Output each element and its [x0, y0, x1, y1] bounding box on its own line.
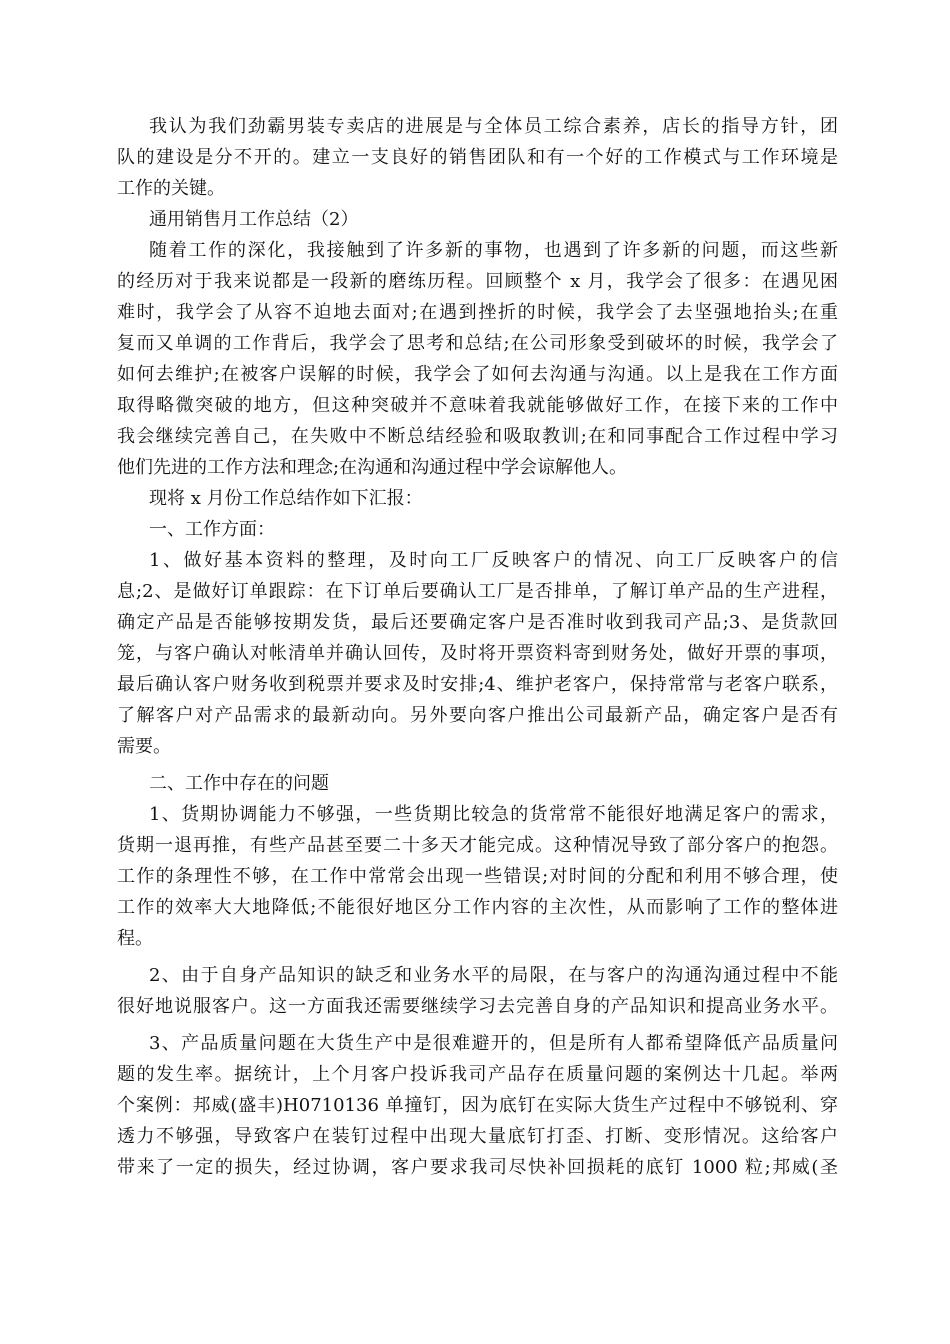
text-line: 2、由于自身产品知识的缺乏和业务水平的局限，在与客户的沟通沟通过程中不能 [149, 965, 838, 986]
text-line: 现将 x 月份工作总结作如下汇报： [149, 488, 423, 509]
text-line: 程。 [117, 928, 153, 949]
paragraph-problem-3 [117, 1028, 838, 1183]
text-line: 透力不够强，导致客户在装钉过程中出现大量底钉打歪、打断、变形情况。这给客户 [117, 1126, 838, 1147]
text-line: 息;2、是做好订单跟踪：在下订单后要确认工厂是否排单，了解订单产品的生产进程， [117, 581, 838, 602]
paragraph-intro [117, 111, 838, 204]
text-line: 很好地说服客户。这一方面我还需要继续学习去完善自身的产品知识和提高业务水平。 [117, 996, 838, 1017]
paragraph-report-intro [117, 483, 838, 514]
text-line: 需要。 [117, 736, 171, 757]
text-line: 确定产品是否能够按期发货，最后还要确定客户是否准时收到我司产品;3、是货款回 [117, 612, 838, 633]
text-line: 队的建设是分不开的。建立一支良好的销售团队和有一个好的工作模式与工作环境是 [117, 147, 838, 168]
paragraph-opening [117, 235, 838, 483]
text-line: 二、工作中存在的问题 [149, 773, 329, 794]
text-line: 难时，我学会了从容不迫地去面对;在遇到挫折的时候，我学会了去坚强地抬头;在重 [117, 302, 838, 323]
text-line: 笼，与客户确认对帐清单并确认回传，及时将开票资料寄到财务处，做好开票的事项， [117, 643, 838, 664]
text-line: 个案例：邦威(盛丰)H0710136 单撞钉，因为底钉在实际大货生产过程中不够锐利、穿 [117, 1095, 838, 1116]
text-line: 取得略微突破的地方，但这种突破并不意味着我就能够做好工作，在接下来的工作中 [117, 395, 838, 416]
paragraph-problem-2 [117, 960, 838, 1022]
text-line: 工作的关键。 [117, 178, 225, 199]
paragraph-work-items [117, 545, 838, 762]
document-page [117, 111, 838, 1183]
text-line: 复而又单调的工作背后，我学会了思考和总结;在公司形象受到破坏的时候，我学会了 [117, 333, 838, 354]
text-line: 3、产品质量问题在大货生产中是很难避开的，但是所有人都希望降低产品质量问 [149, 1033, 838, 1054]
paragraph-problem-1 [117, 799, 838, 954]
text-line: 1、做好基本资料的整理，及时向工厂反映客户的情况、向工厂反映客户的信 [149, 550, 838, 571]
text-line: 题的发生率。据统计，上个月客户投诉我司产品存在质量问题的案例达十几起。举两 [117, 1064, 838, 1085]
text-line: 随着工作的深化，我接触到了许多新的事物，也遇到了许多新的问题，而这些新 [149, 240, 838, 261]
text-line: 1、货期协调能力不够强，一些货期比较急的货常常不能很好地满足客户的需求， [149, 804, 838, 825]
text-line: 工作的条理性不够，在工作中常常会出现一些错误;对时间的分配和利用不够合理，使 [117, 866, 838, 887]
text-line: 了解客户对产品需求的最新动向。另外要向客户推出公司最新产品，确定客户是否有 [117, 705, 838, 726]
text-line: 带来了一定的损失，经过协调，客户要求我司尽快补回损耗的底钉 1000 粒;邦威(圣 [117, 1157, 838, 1178]
text-line: 我认为我们劲霸男装专卖店的进展是与全体员工综合素养，店长的指导方针，团 [149, 116, 838, 137]
text-line: 货期一退再推，有些产品甚至要二十多天才能完成。这种情况导致了部分客户的抱怨。 [117, 835, 838, 856]
text-line: 他们先进的工作方法和理念;在沟通和沟通过程中学会谅解他人。 [117, 457, 628, 478]
text-line: 最后确认客户财务收到税票并要求及时安排;4、维护老客户，保持常常与老客户联系， [117, 674, 838, 695]
section-title [117, 204, 838, 235]
text-line: 如何去维护;在被客户误解的时候，我学会了如何去沟通与沟通。以上是我在工作方面 [117, 364, 838, 385]
text-line: 的经历对于我来说都是一段新的磨练历程。回顾整个 x 月，我学会了很多：在遇见困 [117, 271, 838, 292]
text-line: 一、工作方面： [149, 519, 275, 540]
text-line: 我会继续完善自己，在失败中不断总结经验和吸取教训;在和同事配合工作过程中学习 [117, 426, 838, 447]
heading-problems [117, 768, 838, 799]
text-line: 工作的效率大大地降低;不能很好地区分工作内容的主次性，从而影响了工作的整体进 [117, 897, 838, 918]
heading-work [117, 514, 838, 545]
text-line: 通用销售月工作总结（2） [149, 209, 359, 230]
